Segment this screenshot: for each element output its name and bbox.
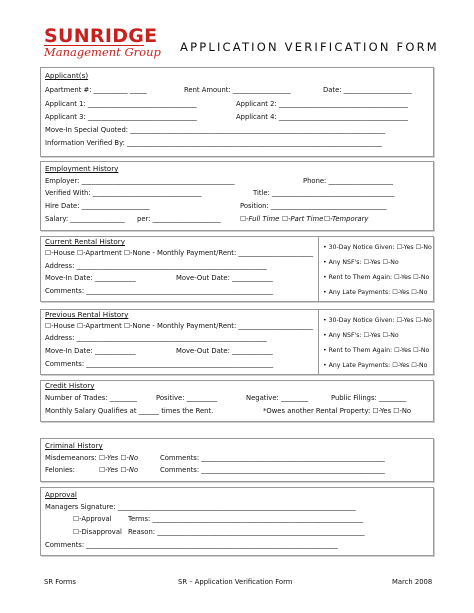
hire-date-field[interactable]: Hire Date: ____________________ [45,202,150,210]
negative-field[interactable]: Negative: ________ [246,394,309,402]
verified-with-field[interactable]: Verified With: ________________________________ [45,189,202,197]
number-of-trades-field[interactable]: Number of Trades: ________ [45,394,137,402]
apartment-field[interactable]: Apartment #: __________ _____ [45,86,147,94]
current-notice-given[interactable]: • 30-Day Notice Given: ☐-Yes ☐-No [323,244,432,251]
previous-rent-again[interactable]: • Rent to Them Again: ☐-Yes ☐-No [323,347,430,354]
previous-rental-heading: Previous Rental History [45,310,129,319]
felonies-label: Felonies: [45,466,75,474]
part-time-checkbox[interactable]: ☐-Part Time [282,215,324,223]
footer-center: SR – Application Verification Form [178,578,293,586]
job-title-field[interactable]: Title: ____________________________________ [253,189,395,197]
misdemeanors-label: Misdemeanors: [45,454,97,462]
info-verified-field[interactable]: Information Verified By: ___________________________________________________________________________ [45,139,382,147]
position-field[interactable]: Position: __________________________________ [240,202,387,210]
current-rent-again[interactable]: • Rent to Them Again: ☐-Yes ☐-No [323,274,430,281]
current-rental-heading: Current Rental History [45,237,126,246]
felonies-options[interactable]: ☐-Yes ☐-No [99,466,139,474]
employer-field[interactable]: Employer: _____________________________________________ [45,177,235,185]
salary-field[interactable]: Salary: ________________ [45,215,125,223]
company-logo: SUNRIDGE [44,25,158,47]
felonies-comments-field[interactable]: Comments: ______________________________________________________ [160,466,385,474]
approval-comments-field[interactable]: Comments: __________________________________________________________________________ [45,541,338,549]
previous-address-field[interactable]: Address: ________________________________________________________ [45,334,267,342]
disapproval-checkbox[interactable]: ☐-Disapproval [73,528,122,536]
applicants-heading: Applicant(s) [45,71,89,80]
terms-field[interactable]: Terms: ______________________________________________________________ [128,515,364,523]
current-comments-field[interactable]: Comments: _______________________________________________________ [45,287,274,295]
misdemeanors-comments-field[interactable]: Comments: ______________________________________________________ [160,454,385,462]
move-in-special-field[interactable]: Move-In Special Quoted: ___________________________________________________________________________ [45,126,386,134]
previous-rental-type-options[interactable]: ☐-House ☐-Apartment ☐-None - Monthly Payment/Rent: ______________________ [45,322,314,330]
previous-move-in-field[interactable]: Move-In Date: ____________ [45,347,136,355]
approval-heading: Approval [45,490,77,499]
applicant4-field[interactable]: Applicant 4: ______________________________________ [236,113,409,121]
current-move-out-field[interactable]: Move-Out Date: ____________ [176,274,273,282]
rent-amount-field[interactable]: Rent Amount: _________________ [184,86,291,94]
applicant3-field[interactable]: Applicant 3: ________________________________ [45,113,197,121]
salary-qualifies-field[interactable]: Monthly Salary Qualifies at ______ times the Rent. [45,407,214,415]
previous-rental-divider [318,309,319,374]
credit-heading: Credit History [45,381,95,390]
applicant1-field[interactable]: Applicant 1: ________________________________ [45,100,197,108]
current-nsf[interactable]: • Any NSF's: ☐-Yes ☐-No [323,259,399,266]
salary-per-field[interactable]: per: ____________________ [137,215,221,223]
owes-rental-property-options[interactable]: *Owes another Rental Property: ☐-Yes ☐-No [263,407,412,415]
full-time-checkbox[interactable]: ☐-Full Time [240,215,280,223]
temporary-checkbox[interactable]: ☐-Temporary [324,215,369,223]
applicant2-field[interactable]: Applicant 2: ______________________________________ [236,100,409,108]
current-rental-type-options[interactable]: ☐-House ☐-Apartment ☐-None - Monthly Payment/Rent: ______________________ [45,249,314,257]
form-title: APPLICATION VERIFICATION FORM [180,40,439,54]
previous-move-out-field[interactable]: Move-Out Date: ____________ [176,347,273,355]
employment-heading: Employment History [45,164,119,173]
managers-signature-field[interactable]: Managers Signature: ______________________________________________________________________ [45,503,356,511]
date-field[interactable]: Date: ____________________ [323,86,412,94]
approval-checkbox[interactable]: ☐-Approval [73,515,112,523]
current-rental-divider [318,236,319,301]
current-address-field[interactable]: Address: ________________________________________________________ [45,262,267,270]
current-move-in-field[interactable]: Move-In Date: ____________ [45,274,136,282]
reason-field[interactable]: Reason: _____________________________________________________________ [128,528,365,536]
previous-notice-given[interactable]: • 30-Day Notice Given: ☐-Yes ☐-No [323,317,432,324]
footer-right: March 2008 [392,578,433,586]
previous-nsf[interactable]: • Any NSF's: ☐-Yes ☐-No [323,332,399,339]
misdemeanors-options[interactable]: ☐-Yes ☐-No [99,454,139,462]
phone-field[interactable]: Phone: ___________________ [303,177,394,185]
previous-late-payments[interactable]: • Any Late Payments: ☐-Yes ☐-No [323,362,428,369]
criminal-heading: Criminal History [45,441,103,450]
current-late-payments[interactable]: • Any Late Payments: ☐-Yes ☐-No [323,289,428,296]
company-logo-subtitle: Management Group [44,45,161,59]
previous-comments-field[interactable]: Comments: _______________________________________________________ [45,360,274,368]
positive-field[interactable]: Positive: _________ [156,394,218,402]
public-filings-field[interactable]: Public Filings: ________ [331,394,407,402]
footer-left: SR Forms [44,578,76,586]
